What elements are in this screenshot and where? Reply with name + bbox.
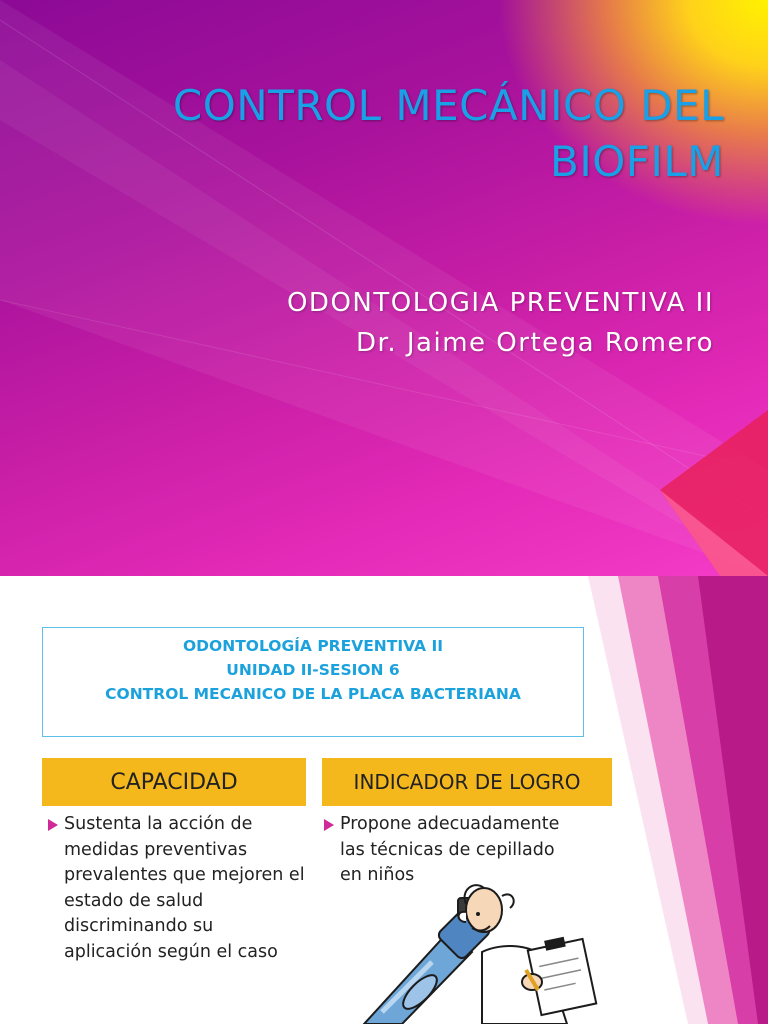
topic-line: CONTROL MECANICO DE LA PLACA BACTERIANA <box>105 685 521 703</box>
capacity-text: Sustenta la acción de medidas preventivas prevalentes que mejoren el estado de salud discriminando su aplicación según el caso <box>64 814 305 962</box>
capacity-heading: CAPACIDAD <box>42 758 306 806</box>
session-info-box <box>42 627 584 737</box>
course-line: ODONTOLOGÍA PREVENTIVA II <box>183 637 443 655</box>
course-name: ODONTOLOGIA PREVENTIVA II <box>286 288 714 318</box>
session-slide <box>0 576 768 1024</box>
triangle-bullet-icon <box>48 819 58 831</box>
triangle-bullet-icon <box>324 819 334 831</box>
slide-title: CONTROL MECÁNICO DEL BIOFILM <box>172 81 724 186</box>
capacity-bullet <box>48 812 306 965</box>
author-name: Dr. Jaime Ortega Romero <box>356 328 714 358</box>
indicator-heading: INDICADOR DE LOGRO <box>322 758 612 806</box>
indicator-bullet <box>324 812 564 889</box>
scientist-telescope-illustration <box>362 882 612 1024</box>
indicator-text: Propone adecuadamente las técnicas de cepillado en niños <box>340 814 560 885</box>
side-decoration <box>588 576 768 1024</box>
unit-line: UNIDAD II-SESION 6 <box>226 661 400 679</box>
